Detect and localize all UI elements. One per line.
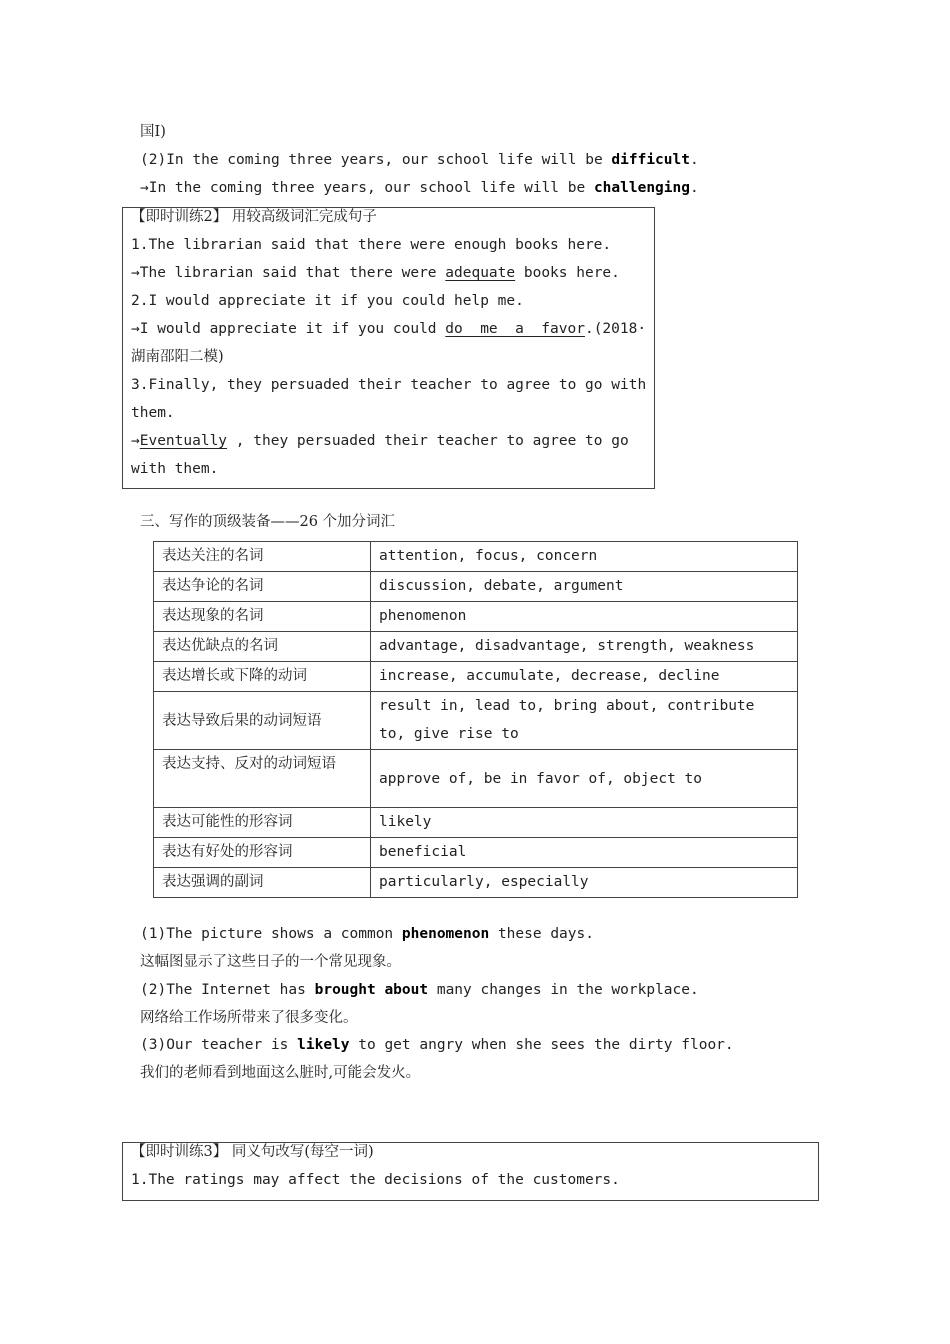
word: agree bbox=[532, 433, 577, 449]
word: to bbox=[585, 433, 603, 449]
category-cell: 表达关注的名词 bbox=[154, 542, 371, 572]
words-cell: approve of, be in favor of, object to bbox=[371, 750, 798, 808]
table-row bbox=[154, 838, 798, 868]
example-end: these days. bbox=[489, 926, 594, 942]
table-row bbox=[154, 542, 798, 572]
question-3-continued: them. bbox=[131, 405, 175, 421]
answer-suffix: books here. bbox=[515, 265, 620, 281]
words-cell: discussion, debate, argument bbox=[371, 572, 798, 602]
word: persuaded bbox=[296, 433, 376, 449]
example-text: (2)In the coming three years, our school life will be bbox=[140, 152, 612, 168]
word: agree bbox=[506, 377, 551, 393]
word: 3.Finally, bbox=[131, 377, 219, 393]
practice-instruction: 同义句改写(每空一词) bbox=[227, 1144, 374, 1160]
rewritten-text: →In the coming three years, our school life will be bbox=[140, 180, 594, 196]
practice-tag: 【即时训练3】 bbox=[131, 1144, 228, 1160]
word: to bbox=[480, 377, 498, 393]
example-3 bbox=[140, 1031, 734, 1059]
source-text: 国Ⅰ) bbox=[140, 124, 166, 140]
words-cell: attention, focus, concern bbox=[371, 542, 798, 572]
table-row bbox=[154, 750, 798, 808]
keyword: difficult bbox=[611, 152, 690, 168]
category-cell: 表达增长或下降的动词 bbox=[154, 662, 371, 692]
category-cell: 表达现象的名词 bbox=[154, 602, 371, 632]
rewritten-sentence bbox=[140, 174, 699, 202]
rewritten-end: . bbox=[689, 180, 699, 196]
example-text: (3)Our teacher is bbox=[140, 1037, 298, 1053]
words-cell: increase, accumulate, decrease, decline bbox=[371, 662, 798, 692]
example-1 bbox=[140, 920, 594, 948]
vocabulary-table bbox=[153, 541, 798, 898]
words-cell: result in, lead to, bring about, contribute to, give rise to bbox=[371, 692, 798, 750]
example-end: to get angry when she sees the dirty floor. bbox=[349, 1037, 734, 1053]
table-row bbox=[154, 808, 798, 838]
example-end: many changes in the workplace. bbox=[428, 982, 699, 998]
keyword: phenomenon bbox=[401, 926, 490, 942]
word: their bbox=[384, 433, 428, 449]
practice-box-3 bbox=[122, 1142, 819, 1201]
word: teacher bbox=[436, 433, 498, 449]
answer-prefix: →I would appreciate it if you could bbox=[131, 321, 446, 337]
words-cell: likely bbox=[371, 808, 798, 838]
category-cell: 表达支持、反对的动词短语 bbox=[154, 750, 371, 808]
answer-1 bbox=[131, 259, 646, 287]
word: they bbox=[253, 433, 289, 449]
category-cell: 表达争论的名词 bbox=[154, 572, 371, 602]
answer-suffix: .(2018· bbox=[584, 321, 647, 337]
table-row bbox=[154, 602, 798, 632]
table-row bbox=[154, 692, 798, 750]
example-text: (2)The Internet has bbox=[140, 982, 315, 998]
practice-instruction: 用较高级词汇完成句子 bbox=[227, 209, 377, 225]
answer-blank: do me a favor bbox=[445, 321, 585, 337]
translation-2: 网络给工作场所带来了很多变化。 bbox=[140, 1010, 358, 1026]
translation-3: 我们的老师看到地面这么脏时,可能会发火。 bbox=[140, 1065, 421, 1081]
word: to bbox=[506, 433, 524, 449]
word: , bbox=[235, 433, 245, 449]
words-cell: advantage, disadvantage, strength, weakness bbox=[371, 632, 798, 662]
question-1: 1.The ratings may affect the decisions of the customers. bbox=[131, 1172, 620, 1188]
category-cell: 表达有好处的形容词 bbox=[154, 838, 371, 868]
answer-blank: Eventually bbox=[139, 433, 228, 449]
example-end: . bbox=[689, 152, 699, 168]
word: teacher bbox=[410, 377, 472, 393]
practice-box-2 bbox=[122, 207, 655, 489]
words-cell: particularly, especially bbox=[371, 868, 798, 898]
question-2: 2.I would appreciate it if you could help me. bbox=[131, 293, 524, 309]
word: go bbox=[611, 433, 629, 449]
word: with bbox=[611, 377, 647, 393]
keyword: challenging bbox=[593, 180, 690, 196]
answer-blank: adequate bbox=[445, 265, 516, 281]
section-heading: 三、写作的顶级装备——26 个加分词汇 bbox=[140, 514, 396, 530]
table-row bbox=[154, 632, 798, 662]
word: they bbox=[227, 377, 262, 393]
category-cell: 表达优缺点的名词 bbox=[154, 632, 371, 662]
translation-1: 这幅图显示了这些日子的一个常见现象。 bbox=[140, 954, 401, 970]
answer-lead: →Eventually bbox=[131, 433, 228, 449]
answer-3-continued: with them. bbox=[131, 461, 219, 477]
practice-title bbox=[131, 1138, 810, 1166]
answer-3 bbox=[131, 427, 645, 455]
question-3 bbox=[131, 371, 645, 399]
word: to bbox=[558, 377, 577, 393]
word: persuaded bbox=[270, 377, 350, 393]
words-cell: phenomenon bbox=[371, 602, 798, 632]
practice-tag: 【即时训练2】 bbox=[131, 209, 228, 225]
category-cell: 表达强调的副词 bbox=[154, 868, 371, 898]
source-line bbox=[140, 118, 166, 146]
answer-source: 湖南邵阳二模) bbox=[131, 349, 224, 365]
answer-prefix: →The librarian said that there were bbox=[131, 265, 446, 281]
table-row bbox=[154, 868, 798, 898]
word: go bbox=[585, 377, 603, 393]
table-row bbox=[154, 572, 798, 602]
category-cell: 表达导致后果的动词短语 bbox=[154, 692, 371, 750]
keyword: brought about bbox=[314, 982, 429, 998]
words-cell: beneficial bbox=[371, 838, 798, 868]
table-row bbox=[154, 662, 798, 692]
example-2 bbox=[140, 976, 699, 1004]
example-text: (1)The picture shows a common bbox=[140, 926, 402, 942]
keyword: likely bbox=[297, 1037, 350, 1053]
question-1: 1.The librarian said that there were enough books here. bbox=[131, 237, 612, 253]
practice-title bbox=[131, 203, 646, 231]
word: their bbox=[358, 377, 402, 393]
answer-2 bbox=[131, 315, 646, 343]
example-sentence bbox=[140, 146, 699, 174]
category-cell: 表达可能性的形容词 bbox=[154, 808, 371, 838]
